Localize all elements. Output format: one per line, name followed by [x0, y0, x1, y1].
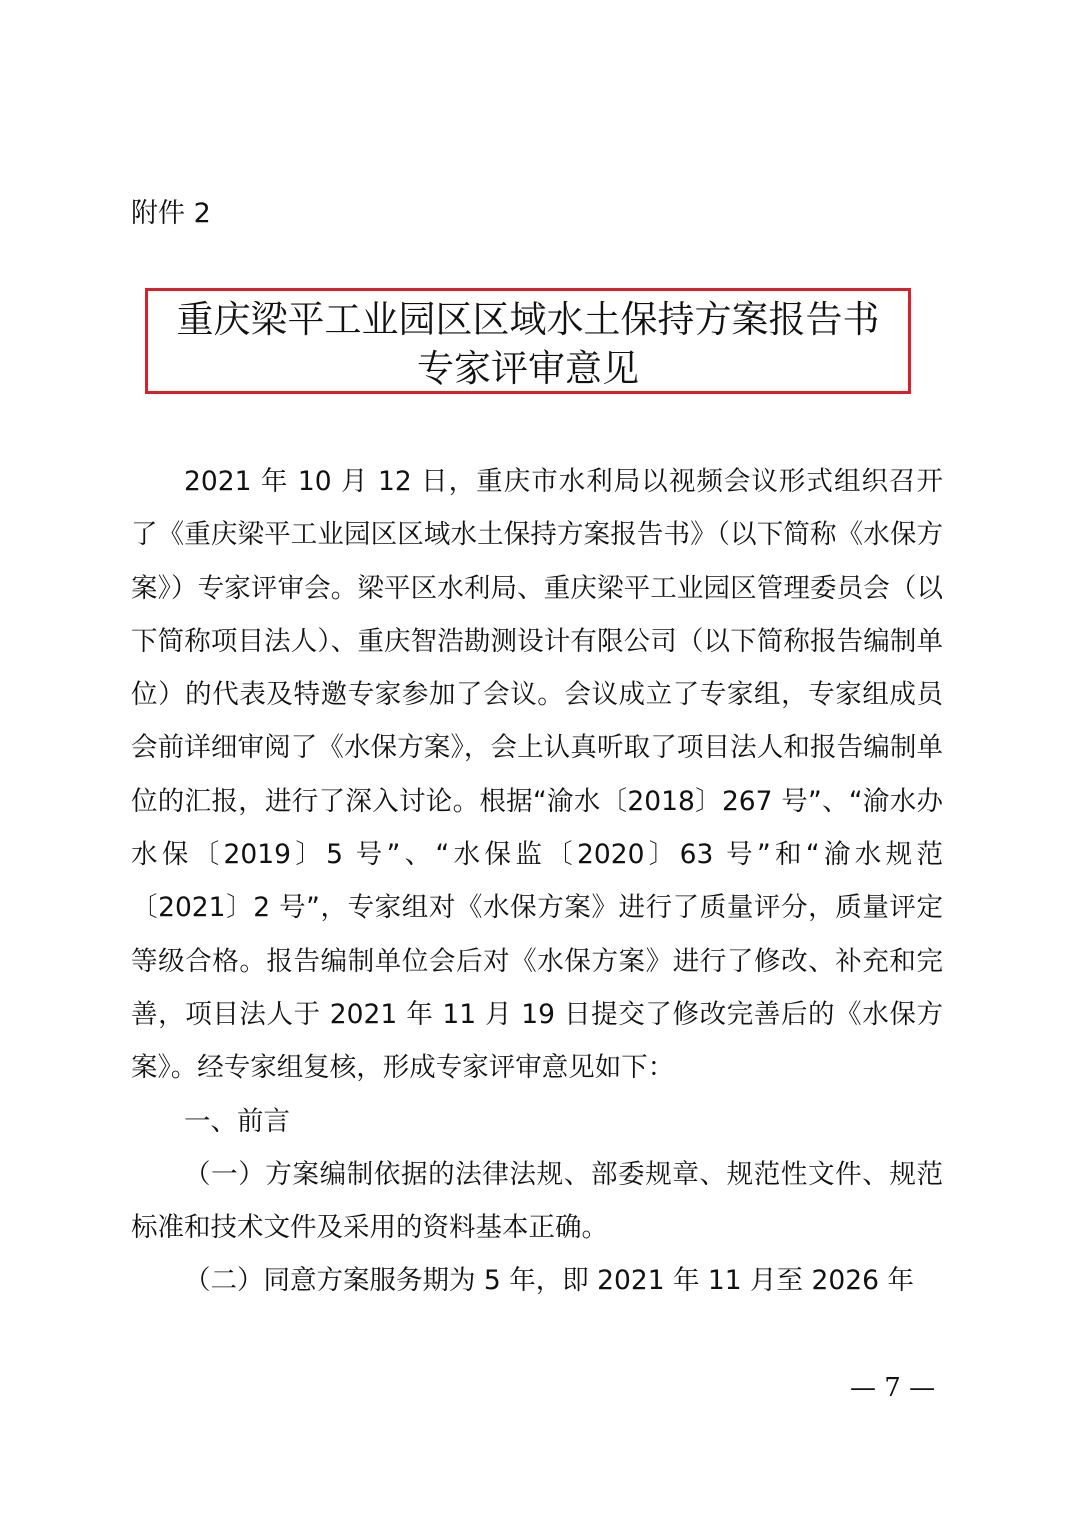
document-body	[131, 455, 943, 1308]
body-paragraph-item-1: （一）方案编制依据的法律法规、部委规章、规范性文件、规范标准和技术文件及采用的资料基本正确。	[131, 1158, 943, 1244]
page-number: — 7 —	[850, 1373, 936, 1403]
document-title-line-2: 专家评审意见	[417, 347, 639, 390]
attachment-label: 附件 2	[131, 198, 211, 229]
document-title-line-1: 重庆梁平工业园区区域水土保持方案报告书	[176, 298, 880, 341]
section-heading-preface: 一、前言	[184, 1105, 290, 1137]
body-paragraph-intro: 2021 年 10 月 12 日，重庆市水利局以视频会议形式组织召开了《重庆梁平工业园区区域水土保持方案报告书》（以下简称《水保方案》）专家评审会。梁平区水利局、重庆梁平工业园区管理委员会（以下简称项目法人）、重庆智浩勘测设计有限公司（以下简称报告编制单位）的代表及特邀专家参加了会议。会议成立了专家组，专家组成员会前详细审阅了《水保方案》，会上认真听取了项目法人和报告编制单位的汇报，进行了深入讨论。根据“渝水〔2018〕267 号”、“渝水办水保〔2019〕5 号”、“水保监〔2020〕63 号”和“渝水规范〔2021〕2 号”，专家组对《水保方案》进行了质量评分，质量评定等级合格。报告编制单位会后对《水保方案》进行了修改、补充和完善，项目法人于 2021 年 11 月 19 日提交了修改完善后的《水保方案》。经专家组复核，形成专家评审意见如下：	[131, 466, 943, 1084]
body-paragraph-item-2: （二）同意方案服务期为 5 年，即 2021 年 11 月至 2026 年	[184, 1265, 914, 1297]
document-title-box	[145, 288, 911, 394]
